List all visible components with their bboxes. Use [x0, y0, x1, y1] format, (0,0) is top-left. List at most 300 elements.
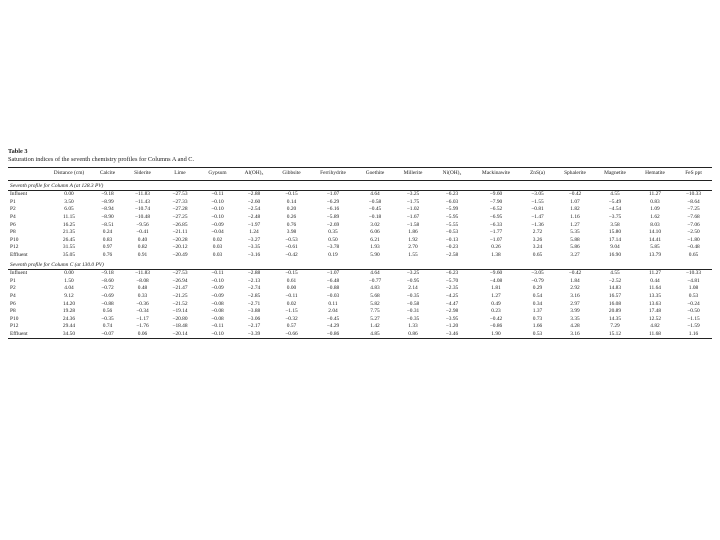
- table-cell: −1.58: [406, 221, 420, 228]
- table-cell: 8.03: [650, 221, 660, 228]
- table-cell: 4.28: [570, 323, 580, 330]
- table-cell: −0.34: [136, 308, 149, 315]
- table-cell: 19.28: [62, 308, 76, 315]
- table-cell: −5.89: [326, 213, 340, 220]
- column-header: Goethite: [356, 168, 394, 181]
- table-cell: 0.54: [532, 292, 543, 299]
- table-cell: 2.92: [570, 285, 580, 292]
- table-cell: −8.08: [136, 277, 149, 284]
- row-label: P4: [10, 292, 16, 299]
- table-cell: 0.56: [102, 308, 113, 315]
- table-cell: 0.76: [102, 251, 113, 258]
- table-cell: −3.78: [326, 244, 340, 251]
- table-cell: 17.48: [648, 308, 662, 315]
- table-cell: −11.43: [135, 198, 150, 205]
- row-label: P6: [10, 300, 16, 307]
- table-row: [8, 229, 712, 237]
- table-cell: 2.14: [408, 285, 418, 292]
- table-cell: −0.50: [687, 308, 700, 315]
- column-header: Sphalerite: [555, 168, 595, 181]
- column-header: Gypsum: [200, 168, 235, 181]
- row-label: P6: [10, 221, 16, 228]
- table-cell: −21.47: [172, 285, 188, 292]
- table-cell: −0.10: [211, 213, 224, 220]
- table-cell: 0.19: [328, 251, 338, 258]
- table-cell: −6.29: [326, 198, 340, 205]
- table-cell: 14.10: [648, 229, 662, 236]
- table-cell: −4.29: [326, 323, 340, 330]
- table-cell: 0.24: [102, 229, 113, 236]
- table-cell: −2.85: [247, 292, 261, 299]
- table-cell: 1.16: [570, 213, 580, 220]
- table-cell: −0.11: [285, 292, 298, 299]
- table-cell: 5.90: [370, 251, 380, 258]
- table-cell: −6.03: [445, 198, 459, 205]
- table-cell: −27.53: [172, 191, 188, 198]
- table-cell: −0.13: [445, 236, 459, 243]
- table-cell: −5.95: [445, 213, 459, 220]
- table-cell: 1.62: [650, 213, 660, 220]
- table-cell: 0.14: [286, 198, 297, 205]
- table-cell: −2.98: [445, 308, 459, 315]
- table-cell: −1.07: [489, 236, 503, 243]
- table-cell: −8.64: [687, 198, 700, 205]
- table-cell: −0.15: [285, 270, 298, 277]
- table-cell: 3.02: [370, 221, 380, 228]
- table-cell: 29.44: [62, 323, 76, 330]
- table-cell: 1.81: [491, 285, 501, 292]
- table-cell: −0.72: [101, 285, 114, 292]
- table-cell: −6.48: [326, 277, 340, 284]
- table-cell: −0.66: [273, 331, 310, 339]
- table-cell: 5.85: [650, 244, 660, 251]
- table-cell: −7.25: [687, 206, 700, 213]
- table-row: [8, 285, 712, 293]
- table-cell: 6.21: [370, 236, 380, 243]
- table-row: [8, 316, 712, 324]
- column-header: Al(OH)₃: [235, 168, 273, 181]
- table-cell: −0.86: [310, 331, 356, 339]
- table-cell: −0.53: [285, 236, 298, 243]
- table-cell: 35.05: [62, 251, 76, 258]
- table-cell: 11.27: [649, 191, 661, 198]
- table-cell: 12.52: [648, 315, 662, 322]
- table-cell: 13.79: [648, 251, 662, 258]
- table-cell: 0.20: [286, 206, 297, 213]
- table-cell: −6.52: [489, 206, 503, 213]
- table-cell: −0.24: [687, 300, 700, 307]
- table-cell: 3.50: [64, 198, 74, 205]
- table-cell: 1.33: [408, 323, 418, 330]
- table-cell: 13.35: [648, 292, 662, 299]
- table-cell: −0.53: [445, 229, 459, 236]
- table-cell: 0.03: [212, 244, 223, 251]
- table-cell: −21.11: [172, 229, 188, 236]
- table-cell: 11.27: [649, 270, 661, 277]
- table-cell: −9.56: [136, 221, 149, 228]
- table-cell: 6.06: [370, 229, 380, 236]
- table-cell: 2.04: [328, 308, 338, 315]
- section-header-row: [8, 260, 712, 270]
- table-cell: −2.69: [326, 221, 340, 228]
- table-cell: −0.36: [136, 300, 149, 307]
- table-cell: −0.48: [687, 244, 700, 251]
- table-cell: −20.12: [172, 244, 188, 251]
- table-cell: −2.60: [247, 198, 261, 205]
- table-body: [8, 180, 712, 339]
- table-cell: −1.80: [687, 236, 700, 243]
- table-cell: −0.18: [368, 213, 382, 220]
- table-row: [8, 237, 712, 245]
- table-row: [8, 244, 712, 252]
- table-cell: −0.08: [211, 315, 224, 322]
- table-cell: −1.15: [687, 315, 700, 322]
- table-cell: −3.05: [531, 191, 544, 198]
- row-label: P10: [10, 315, 19, 322]
- table-cell: 16.57: [608, 292, 622, 299]
- table-cell: −0.88: [326, 285, 340, 292]
- table-cell: 21.35: [62, 229, 76, 236]
- table-cell: 11.64: [649, 285, 661, 292]
- column-header: Ni(OH)₂: [432, 168, 472, 181]
- table-cell: 5.27: [370, 315, 380, 322]
- table-cell: 1.84: [570, 277, 580, 284]
- section-header-row: [8, 180, 712, 191]
- table-cell: −2.48: [247, 213, 261, 220]
- column-header: Lime: [160, 168, 200, 181]
- table-cell: −7.06: [687, 221, 700, 228]
- table-cell: −21.52: [172, 300, 188, 307]
- table-cell: −9.60: [489, 191, 503, 198]
- table-cell: 11.68: [635, 331, 675, 339]
- table-cell: −1.07: [326, 191, 340, 198]
- table-cell: −21.25: [172, 292, 188, 299]
- table-cell: −0.08: [211, 300, 224, 307]
- row-label: Effluent: [8, 331, 48, 339]
- table-cell: −0.42: [568, 191, 582, 198]
- table-cell: −6.23: [445, 191, 459, 198]
- table-cell: −27.53: [172, 270, 188, 277]
- table-cell: −1.20: [445, 323, 459, 330]
- table-cell: 0.26: [286, 213, 297, 220]
- table-cell: 1.27: [570, 221, 580, 228]
- table-cell: −0.09: [211, 221, 224, 228]
- table-cell: −2.17: [247, 323, 261, 330]
- table-cell: 14.83: [608, 285, 622, 292]
- table-row: [8, 278, 712, 286]
- table-cell: −3.75: [608, 213, 622, 220]
- table-cell: −6.23: [445, 270, 459, 277]
- table-cell: −0.77: [368, 277, 382, 284]
- table-cell: −8.99: [101, 198, 114, 205]
- table-cell: 13.63: [648, 300, 662, 307]
- table-cell: −6.33: [489, 221, 503, 228]
- table-cell: −0.42: [489, 315, 503, 322]
- table-cell: −8.94: [101, 206, 114, 213]
- table-cell: −0.09: [211, 292, 224, 299]
- table-cell: 5.86: [570, 244, 580, 251]
- row-label: P1: [10, 198, 16, 205]
- table-cell: 24.36: [62, 315, 76, 322]
- table-cell: −6.95: [489, 213, 503, 220]
- table-cell: −8.51: [101, 221, 114, 228]
- table-cell: 0.34: [532, 300, 543, 307]
- table-cell: 1.09: [650, 206, 660, 213]
- table-cell: 0.06: [125, 331, 160, 339]
- table-cell: −0.08: [211, 308, 224, 315]
- table-cell: 4.82: [650, 323, 660, 330]
- table-row: [8, 293, 712, 301]
- table-cell: 1.86: [408, 229, 418, 236]
- table-cell: −1.07: [326, 270, 340, 277]
- table-cell: −4.25: [445, 292, 459, 299]
- table-cell: −26.85: [172, 221, 188, 228]
- table-cell: −3.16: [247, 251, 261, 258]
- table-cell: −27.33: [172, 198, 188, 205]
- row-label: Effluent: [10, 251, 28, 258]
- table-cell: 14.35: [608, 315, 622, 322]
- table-cell: −1.75: [406, 198, 420, 205]
- table-cell: −0.35: [101, 315, 114, 322]
- table-cell: −18.48: [172, 323, 188, 330]
- table-cell: −5.49: [608, 198, 622, 205]
- table-cell: −0.95: [406, 277, 420, 284]
- table-cell: −3.25: [406, 270, 420, 277]
- row-label: P2: [10, 285, 16, 292]
- table-cell: 16.90: [608, 251, 622, 258]
- table-cell: 0.76: [286, 221, 297, 228]
- table-cell: 0.50: [328, 236, 338, 243]
- table-cell: −9.18: [101, 191, 114, 198]
- table-cell: 1.08: [688, 285, 699, 292]
- table-cell: 0.83: [650, 198, 660, 205]
- table-cell: −1.02: [406, 206, 420, 213]
- table-cell: −0.42: [568, 270, 582, 277]
- table-cell: −2.13: [247, 277, 261, 284]
- table-cell: 31.55: [62, 244, 76, 251]
- table-cell: 4.85: [356, 331, 394, 339]
- table-cell: −0.11: [211, 191, 224, 198]
- section-title: Seventh profile for Column C (at 130.0 PV): [8, 260, 712, 270]
- table-cell: 0.86: [394, 331, 432, 339]
- table-cell: −5.99: [445, 206, 459, 213]
- table-cell: 14.20: [62, 300, 76, 307]
- table-cell: 0.49: [491, 300, 501, 307]
- table-cell: −3.95: [445, 315, 459, 322]
- table-row: [8, 308, 712, 316]
- table-cell: −5.55: [445, 221, 459, 228]
- table-cell: 4.64: [370, 270, 380, 277]
- table-number: Table 3: [8, 148, 28, 155]
- table-cell: 3.58: [610, 221, 620, 228]
- table-cell: −4.81: [687, 277, 700, 284]
- table-cell: 3.99: [570, 308, 580, 315]
- table-cell: −0.58: [368, 198, 382, 205]
- table-cell: −0.45: [368, 206, 382, 213]
- column-header: ZnS(a): [520, 168, 555, 181]
- table-cell: −19.14: [172, 308, 188, 315]
- table-cell: −7.68: [687, 213, 700, 220]
- column-header: Hematite: [635, 168, 675, 181]
- table-cell: 7.75: [370, 308, 380, 315]
- table-cell: −2.88: [247, 270, 261, 277]
- table-cell: −0.41: [136, 229, 149, 236]
- table-row: [8, 323, 712, 331]
- table-cell: −3.35: [247, 244, 261, 251]
- column-header-sample: [8, 168, 48, 181]
- table-cell: −0.07: [90, 331, 125, 339]
- table-cell: −2.50: [687, 229, 700, 236]
- table-cell: 0.35: [328, 229, 338, 236]
- table-cell: 7.29: [610, 323, 620, 330]
- table-cell: −0.11: [211, 270, 224, 277]
- row-label: P12: [10, 323, 19, 330]
- table-cell: 0.48: [137, 285, 148, 292]
- row-label: P8: [10, 308, 16, 315]
- table-cell: −9.18: [101, 270, 114, 277]
- table-cell: −3.46: [432, 331, 472, 339]
- table-cell: −3.88: [247, 308, 261, 315]
- table-cell: −20.14: [160, 331, 200, 339]
- table-cell: −0.03: [326, 292, 340, 299]
- table-cell: 2.72: [532, 229, 543, 236]
- table-cell: 5.88: [570, 236, 580, 243]
- table-cell: −11.83: [135, 270, 150, 277]
- table-cell: 1.55: [408, 251, 418, 258]
- table-cell: 20.89: [608, 308, 622, 315]
- table-cell: −1.47: [531, 213, 544, 220]
- table-cell: −2.52: [608, 277, 622, 284]
- table-cell: 1.16: [675, 331, 712, 339]
- table-cell: 3.27: [570, 251, 580, 258]
- table-cell: 0.02: [212, 236, 223, 243]
- table-cell: 5.68: [370, 292, 380, 299]
- table-cell: 0.82: [137, 244, 148, 251]
- table-cell: −0.81: [531, 206, 544, 213]
- row-label: P12: [10, 244, 19, 251]
- column-header: Calcite: [90, 168, 125, 181]
- table-cell: 0.53: [520, 331, 555, 339]
- table-cell: 0.83: [102, 236, 113, 243]
- table-row: [8, 270, 712, 278]
- table-cell: −10.48: [134, 213, 151, 220]
- table-cell: −20.80: [172, 315, 188, 322]
- table-cell: 1.50: [64, 277, 74, 284]
- column-header: Gibbsite: [273, 168, 310, 181]
- table-cell: −1.77: [489, 229, 503, 236]
- table-cell: −27.28: [172, 206, 188, 213]
- table-cell: −10.74: [134, 206, 151, 213]
- column-header: Distance (cm): [48, 168, 90, 181]
- table-cell: 1.92: [408, 236, 418, 243]
- table-cell: −0.69: [101, 292, 114, 299]
- table-cell: −0.88: [101, 300, 114, 307]
- table-cell: 1.38: [491, 251, 501, 258]
- column-header: Mackinawite: [472, 168, 520, 181]
- table-cell: 0.40: [137, 236, 148, 243]
- row-label: P8: [10, 229, 16, 236]
- table-cell: 15.12: [595, 331, 635, 339]
- table-row: [8, 199, 712, 207]
- table-cell: −4.47: [445, 300, 459, 307]
- table-cell: 3.24: [532, 244, 543, 251]
- saturation-indices-table: [8, 167, 712, 339]
- table-cell: −0.42: [285, 251, 298, 258]
- table-cell: 0.74: [102, 323, 113, 330]
- table-cell: −11.83: [135, 191, 150, 198]
- table-cell: 0.03: [212, 251, 223, 258]
- table-cell: 0.33: [137, 292, 148, 299]
- table-row: [8, 301, 712, 309]
- table-cell: 4.83: [370, 285, 380, 292]
- table-cell: 3.16: [555, 331, 595, 339]
- table-cell: 3.26: [532, 236, 543, 243]
- table-cell: −0.61: [285, 244, 298, 251]
- table-cell: −10.33: [685, 191, 702, 198]
- table-cell: 17.14: [608, 236, 622, 243]
- table-cell: 4.64: [370, 191, 380, 198]
- table-cell: 0.61: [286, 277, 297, 284]
- table-cell: 0.53: [688, 292, 699, 299]
- table-cell: −2.71: [247, 300, 261, 307]
- table-cell: 0.57: [286, 323, 297, 330]
- table-cell: 1.66: [532, 323, 543, 330]
- column-header: Ferrihydrite: [310, 168, 356, 181]
- table-cell: −7.90: [489, 198, 503, 205]
- table-cell: 2.97: [570, 300, 580, 307]
- table-cell: −0.09: [211, 285, 224, 292]
- table-cell: 9.04: [610, 244, 620, 251]
- table-cell: 0.73: [532, 315, 543, 322]
- table-cell: −3.06: [247, 315, 261, 322]
- table-cell: −0.10: [211, 277, 224, 284]
- table-cell: −0.10: [211, 198, 224, 205]
- table-cell: −2.54: [247, 206, 261, 213]
- table-cell: −3.27: [247, 236, 261, 243]
- table-cell: 0.65: [688, 251, 699, 258]
- table-cell: 3.16: [570, 292, 580, 299]
- table-cell: 5.35: [570, 229, 580, 236]
- row-label: P2: [10, 206, 16, 213]
- table-cell: 0.02: [286, 300, 297, 307]
- table-cell: −2.58: [445, 251, 459, 258]
- table-cell: 4.04: [64, 285, 74, 292]
- table-cell: 5.82: [370, 300, 380, 307]
- table-cell: −8.60: [101, 277, 114, 284]
- table-cell: 0.00: [64, 270, 74, 277]
- table-cell: −2.74: [247, 285, 261, 292]
- table-cell: −0.31: [406, 308, 420, 315]
- row-label: P1: [10, 277, 16, 284]
- table-cell: 0.00: [286, 285, 297, 292]
- table-cell: −20.49: [172, 251, 188, 258]
- table-row: [8, 331, 712, 339]
- table-cell: −3.25: [406, 191, 420, 198]
- table-cell: −5.70: [445, 277, 459, 284]
- table-cell: 3.98: [286, 229, 297, 236]
- table-cell: 26.45: [62, 236, 76, 243]
- table-cell: 1.82: [570, 206, 580, 213]
- table-cell: 1.37: [532, 308, 543, 315]
- section-title: Seventh profile for Column A (at 128.3 PV): [8, 180, 712, 191]
- table-cell: 1.93: [370, 244, 380, 251]
- table-cell: 0.00: [64, 191, 74, 198]
- table-cell: −1.15: [285, 308, 298, 315]
- table-container: [8, 148, 712, 339]
- row-label: P10: [10, 236, 19, 243]
- column-header: Millerite: [394, 168, 432, 181]
- column-header: Siderite: [125, 168, 160, 181]
